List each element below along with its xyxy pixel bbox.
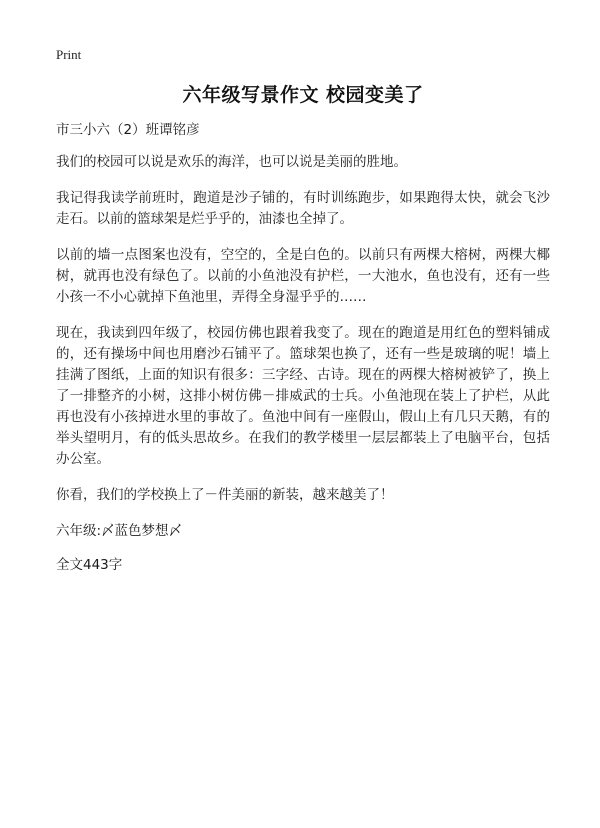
article-author: 市三小六（2）班谭铭彦 xyxy=(56,122,200,138)
print-link[interactable]: Print xyxy=(56,47,82,62)
paragraph-2: 我记得我读学前班时，跑道是沙子铺的，有时训练跑步，如果跑得太快，就会飞沙走石。以前的篮球架是烂乎乎的，油漆也全掉了。 xyxy=(56,190,550,227)
paragraph-3: 以前的墙一点图案也没有，空空的，全是白色的。以前只有两棵大榕树，两棵大椰树，就再也没有绿色了。以前的小鱼池没有护栏，一大池水，鱼也没有，还有一些小孩一不小心就掉下鱼池里，弄得全身湿乎乎的…… xyxy=(56,247,550,305)
article-title: 六年级写景作文 校园变美了 xyxy=(182,84,424,106)
paragraph-4: 现在，我读到四年级了，校园仿佛也跟着我变了。现在的跑道是用红色的塑料铺成的，还有操场中间也用磨沙石铺平了。篮球架也换了，还有一些是玻璃的呢！墙上挂满了图纸，上面的知识有很多：三字经、古诗。现在的两棵大榕树被铲了，换上了一排整齐的小树，这排小树仿佛－排威武的士兵。小鱼池现在装上了护栏，从此再也没有小孩掉进水里的事故了。鱼池中间有一座假山，假山上有几只天鹅，有的举头望明月，有的低头思故乡。在我们的教学楼里一层层都装上了电脑平台，包括办公室。 xyxy=(56,325,550,467)
article-category: 六年级:〆蓝色梦想〆 xyxy=(56,523,183,539)
article-body xyxy=(56,120,550,589)
paragraph-5: 你看，我们的学校换上了－件美丽的新装，越来越美了！ xyxy=(56,487,394,503)
paragraph-1: 我们的校园可以说是欢乐的海洋，也可以说是美丽的胜地。 xyxy=(56,154,407,170)
word-count: 全文443字 xyxy=(56,557,123,573)
